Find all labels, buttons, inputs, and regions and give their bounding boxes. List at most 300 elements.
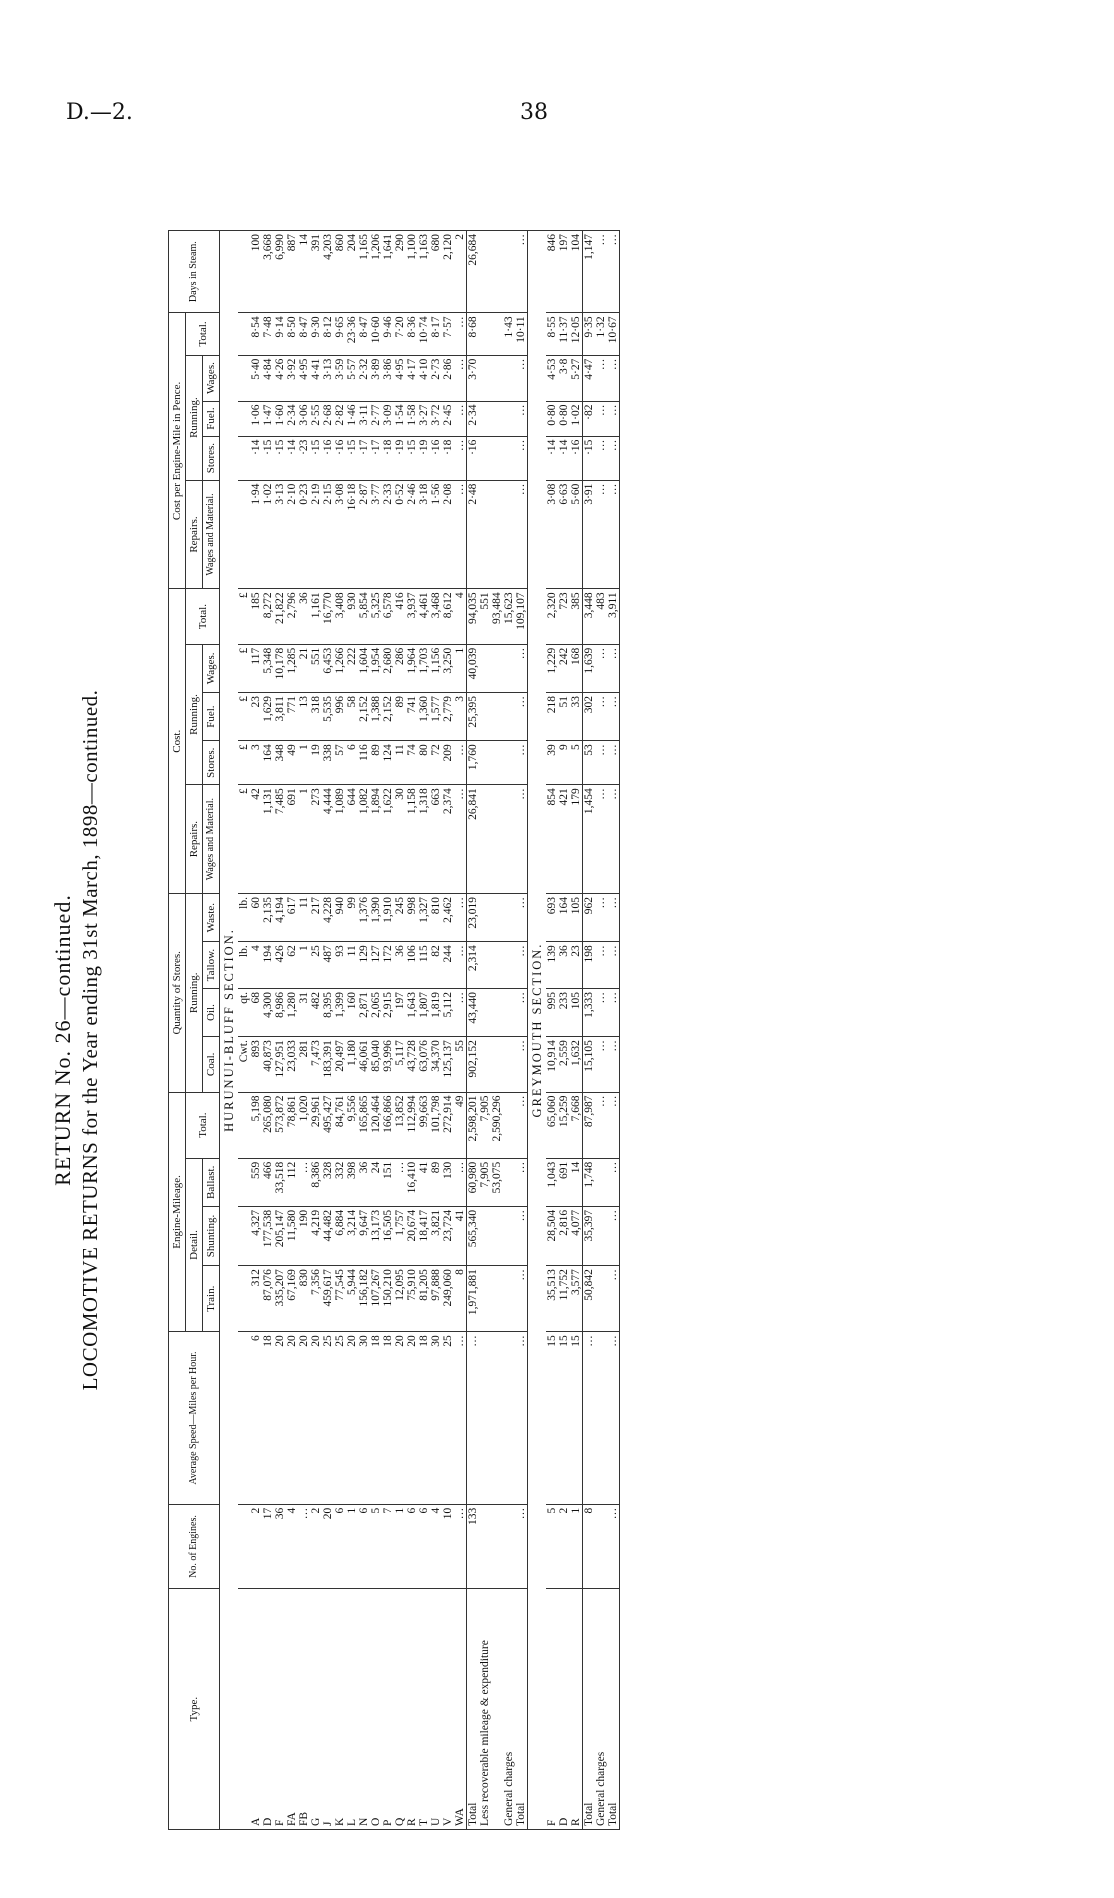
table-cell: 487 [322, 942, 334, 989]
table-cell: 4,327 [250, 1206, 262, 1265]
table-cell: 3,821 [430, 1206, 442, 1265]
table-cell: 15 [546, 1332, 558, 1504]
table-cell: 2·55 [310, 401, 322, 436]
table-cell: 0·52 [394, 480, 406, 589]
table-cell: 10·11 [515, 313, 528, 355]
table-cell: 156,182 [358, 1266, 370, 1332]
table-cell: Total [515, 1589, 528, 1830]
table-cell [479, 480, 491, 589]
unit-cell [238, 1266, 250, 1332]
table-cell [503, 480, 515, 589]
table-cell: 13,173 [370, 1206, 382, 1265]
table-cell [479, 988, 491, 1036]
table-cell: D [558, 1589, 570, 1830]
table-cell: 2,152 [382, 693, 394, 741]
table-cell: 5,944 [346, 1266, 358, 1332]
table-cell: Less recoverable mileage & expenditure [479, 1589, 491, 1830]
table-cell: 30 [430, 1332, 442, 1504]
table-cell: 1,229 [546, 644, 558, 692]
table-cell: 385 [570, 589, 583, 644]
table-cell [491, 942, 503, 989]
unit-cell [238, 1092, 250, 1158]
table-cell: 112 [286, 1158, 298, 1206]
table-cell: N [358, 1589, 370, 1830]
table-cell: 5 [570, 741, 583, 785]
table-cell: … [607, 480, 620, 589]
table-cell: 4·53 [546, 355, 558, 401]
table-row [370, 231, 382, 1830]
table-cell: 830 [298, 1266, 310, 1332]
table-cell: 2,152 [358, 693, 370, 741]
table-cell: 1,703 [418, 644, 430, 692]
table-cell: 104 [570, 231, 583, 313]
table-cell: 3·92 [286, 355, 298, 401]
table-row [322, 231, 334, 1830]
table-cell: 13 [298, 693, 310, 741]
table-cell: 1,147 [583, 231, 596, 313]
unit-cell [238, 401, 250, 436]
table-cell: 1 [298, 942, 310, 989]
table-cell [503, 231, 515, 313]
table-cell: 3,250 [442, 644, 454, 692]
return-title: RETURN No. 26—continued. [50, 894, 75, 1186]
table-cell: 4 [286, 1504, 298, 1589]
table-cell: 245 [394, 894, 406, 942]
table-cell: 1,266 [334, 644, 346, 692]
locomotive-returns-table [168, 230, 620, 1830]
table-cell: 89 [430, 1158, 442, 1206]
table-cell: 249,060 [442, 1266, 454, 1332]
table-row [286, 231, 298, 1830]
table-cell: … [454, 1158, 467, 1206]
table-cell: 9·14 [274, 313, 286, 355]
table-cell: 5,112 [442, 988, 454, 1036]
table-cell: ·15 [310, 436, 322, 480]
table-cell: 7,905 [479, 1158, 491, 1206]
table-cell: 2,135 [262, 894, 274, 942]
table-cell [479, 942, 491, 989]
table-cell: 67,169 [286, 1266, 298, 1332]
table-cell: 0·80 [558, 401, 570, 436]
table-cell: 318 [310, 693, 322, 741]
table-cell: 312 [250, 1266, 262, 1332]
table-row [430, 231, 442, 1830]
total-row [607, 231, 620, 1830]
table-cell: 35,513 [546, 1266, 558, 1332]
table-cell: 14 [570, 1158, 583, 1206]
table-cell: 3·8 [558, 355, 570, 401]
table-cell: 34,370 [430, 1037, 442, 1092]
table-cell: 16,410 [406, 1158, 418, 1206]
table-cell: 107,267 [370, 1266, 382, 1332]
table-cell: 2·48 [467, 480, 480, 589]
table-cell: 459,617 [322, 1266, 334, 1332]
table-cell: 40,039 [467, 644, 480, 692]
table-cell: 160 [346, 988, 358, 1036]
table-cell: 2·73 [430, 355, 442, 401]
table-row [250, 231, 262, 1830]
table-cell [491, 988, 503, 1036]
table-cell: 2·46 [406, 480, 418, 589]
table-cell: 93,484 [491, 589, 503, 644]
table-cell: 1,748 [583, 1158, 596, 1206]
table-cell: 20 [310, 1332, 322, 1504]
table-cell: 421 [558, 785, 570, 894]
table-cell: 2,065 [370, 988, 382, 1036]
table-cell: 273 [310, 785, 322, 894]
table-cell: … [595, 436, 607, 480]
table-cell: 1·47 [262, 401, 274, 436]
unit-cell [238, 231, 250, 313]
table-cell: R [406, 1589, 418, 1830]
table-cell: 5·57 [346, 355, 358, 401]
table-cell: 125,137 [442, 1037, 454, 1092]
unit-cell: qt. [238, 988, 250, 1036]
table-cell: O [370, 1589, 382, 1830]
table-cell: V [442, 1589, 454, 1830]
table-row [406, 231, 418, 1830]
table-cell: 3·70 [467, 355, 480, 401]
table-cell: 3·18 [418, 480, 430, 589]
table-cell: 117 [250, 644, 262, 692]
table-cell: 8·68 [467, 313, 480, 355]
table-cell: 7·57 [442, 313, 454, 355]
table-cell: 930 [346, 589, 358, 644]
table-cell [595, 1504, 607, 1589]
table-cell [503, 894, 515, 942]
table-cell [491, 1589, 503, 1830]
table-cell: 105 [570, 988, 583, 1036]
table-cell: 680 [430, 231, 442, 313]
table-cell: 846 [546, 231, 558, 313]
table-cell: 23 [250, 693, 262, 741]
table-cell: 1,757 [394, 1206, 406, 1265]
table-cell [479, 1504, 491, 1589]
table-cell: 9·35 [583, 313, 596, 355]
table-cell: 8·47 [358, 313, 370, 355]
table-cell: 25 [442, 1332, 454, 1504]
table-cell: … [515, 1092, 528, 1158]
table-cell: 2·87 [358, 480, 370, 589]
table-cell: 1,388 [370, 693, 382, 741]
table-cell: ·14 [546, 436, 558, 480]
table-cell [491, 355, 503, 401]
table-cell: 1,285 [286, 644, 298, 692]
table-cell: 164 [262, 741, 274, 785]
page-reference: D.—2. [66, 100, 133, 125]
table-cell: 6 [250, 1332, 262, 1504]
table-cell: … [515, 644, 528, 692]
table-cell: G [310, 1589, 322, 1830]
table-cell: 44,482 [322, 1206, 334, 1265]
table-cell: 5 [546, 1504, 558, 1589]
col-days: Days in Steam. [169, 231, 220, 313]
table-cell: … [515, 1158, 528, 1206]
table-cell: … [515, 355, 528, 401]
table-cell: 36 [558, 942, 570, 989]
table-cell: 5·27 [570, 355, 583, 401]
table-cell: 57 [334, 741, 346, 785]
table-cell [503, 942, 515, 989]
table-row [358, 231, 370, 1830]
table-cell: 8·54 [250, 313, 262, 355]
table-cell: 10 [442, 1504, 454, 1589]
col-mileage: Engine-Mileage. [169, 1092, 186, 1332]
unit-cell: £ [238, 693, 250, 741]
unit-cell [238, 1158, 250, 1206]
col-type: Type. [169, 1589, 220, 1830]
table-cell [479, 1266, 491, 1332]
table-cell: 53 [583, 741, 596, 785]
table-cell: 2·82 [334, 401, 346, 436]
table-cell: 18 [262, 1332, 274, 1504]
table-cell: 11,580 [286, 1206, 298, 1265]
table-cell: … [595, 644, 607, 692]
table-cell: 129 [358, 942, 370, 989]
table-cell [479, 355, 491, 401]
table-cell: … [595, 231, 607, 313]
table-cell: 179 [570, 785, 583, 894]
table-cell: 1·94 [250, 480, 262, 589]
table-cell [491, 401, 503, 436]
table-cell: 60 [250, 894, 262, 942]
table-cell: ·18 [442, 436, 454, 480]
table-cell: 286 [394, 644, 406, 692]
table-cell: 4,300 [262, 988, 274, 1036]
table-cell: 19 [310, 741, 322, 785]
unit-cell: lb. [238, 894, 250, 942]
table-cell: … [595, 741, 607, 785]
table-cell [503, 988, 515, 1036]
table-cell: 1,399 [334, 988, 346, 1036]
table-cell: 12·05 [570, 313, 583, 355]
table-cell: 51 [558, 693, 570, 741]
table-cell: 8·12 [322, 313, 334, 355]
table-cell: 1,604 [358, 644, 370, 692]
table-cell: 26,841 [467, 785, 480, 894]
table-cell: … [515, 741, 528, 785]
table-cell: 1,632 [570, 1037, 583, 1092]
total-row [479, 231, 491, 1830]
table-cell: 3·91 [583, 480, 596, 589]
table-cell: 65,060 [546, 1092, 558, 1158]
table-cell: 3·08 [334, 480, 346, 589]
table-cell: 4·95 [394, 355, 406, 401]
table-cell: 2,816 [558, 1206, 570, 1265]
table-cell: 5,854 [358, 589, 370, 644]
table-cell: ·16 [570, 436, 583, 480]
unit-cell [238, 436, 250, 480]
table-row [558, 231, 570, 1830]
table-cell: 4·41 [310, 355, 322, 401]
table-cell: … [394, 1158, 406, 1206]
table-cell [503, 1504, 515, 1589]
table-cell: 2·33 [382, 480, 394, 589]
table-cell [491, 785, 503, 894]
table-cell: 6 [346, 741, 358, 785]
table-cell: 272,914 [442, 1092, 454, 1158]
table-cell: 1,454 [583, 785, 596, 894]
table-cell: … [607, 1092, 620, 1158]
table-cell: 5·60 [570, 480, 583, 589]
table-cell: 0·23 [298, 480, 310, 589]
table-cell: 466 [262, 1158, 274, 1206]
table-cell: 1,165 [358, 231, 370, 313]
table-cell: 348 [274, 741, 286, 785]
table-cell: 4·84 [262, 355, 274, 401]
table-cell: 2,915 [382, 988, 394, 1036]
table-cell: 5,198 [250, 1092, 262, 1158]
table-cell: 190 [298, 1206, 310, 1265]
table-cell: 198 [583, 942, 596, 989]
table-cell: General charges [595, 1589, 607, 1830]
col-coal: Coal. [203, 1037, 220, 1092]
table-cell: 33 [570, 693, 583, 741]
table-cell: 93,996 [382, 1037, 394, 1092]
table-cell: 41 [418, 1158, 430, 1206]
table-cell: 7 [382, 1504, 394, 1589]
table-cell: 1,954 [370, 644, 382, 692]
table-cell: 1,622 [382, 785, 394, 894]
table-cell: ·17 [370, 436, 382, 480]
table-cell: 197 [394, 988, 406, 1036]
table-cell: 204 [346, 231, 358, 313]
table-cell: 94,035 [467, 589, 480, 644]
table-cell: 0·80 [546, 401, 558, 436]
table-cell: … [607, 1037, 620, 1092]
table-cell: 1,819 [430, 988, 442, 1036]
table-cell: 1,643 [406, 988, 418, 1036]
table-cell: 2·32 [358, 355, 370, 401]
table-cell: 3,448 [583, 589, 596, 644]
table-cell [479, 1332, 491, 1504]
table-cell: … [607, 894, 620, 942]
table-cell: 1,206 [370, 231, 382, 313]
col-ballast: Ballast. [203, 1158, 220, 1206]
table-cell: 20,674 [406, 1206, 418, 1265]
table-cell [503, 741, 515, 785]
table-row [394, 231, 406, 1830]
unit-cell: £ [238, 741, 250, 785]
table-cell [491, 1332, 503, 1504]
table-cell: 185 [250, 589, 262, 644]
table-cell: 2,462 [442, 894, 454, 942]
table-cell [479, 1037, 491, 1092]
table-cell: 1·54 [394, 401, 406, 436]
table-cell: 205,147 [274, 1206, 286, 1265]
table-cell: 1,020 [298, 1092, 310, 1158]
table-cell: 1,333 [583, 988, 596, 1036]
table-cell: 723 [558, 589, 570, 644]
table-cell: 30 [358, 1332, 370, 1504]
table-cell: … [515, 942, 528, 989]
table-cell: 1 [298, 741, 310, 785]
table-cell [479, 1206, 491, 1265]
table-row [570, 231, 583, 1830]
total-row [467, 231, 480, 1830]
table-cell: … [595, 785, 607, 894]
table-cell: 99,663 [418, 1092, 430, 1158]
table-cell: 1,360 [418, 693, 430, 741]
table-cell: … [595, 894, 607, 942]
table-cell: 6 [418, 1504, 430, 1589]
table-cell: 8 [583, 1504, 596, 1589]
table-cell: 887 [286, 231, 298, 313]
table-cell: 11·37 [558, 313, 570, 355]
table-cell: 1,318 [418, 785, 430, 894]
table-cell [503, 1092, 515, 1158]
table-cell: 398 [346, 1158, 358, 1206]
table-cell: 1 [298, 785, 310, 894]
table-cell: 3·09 [382, 401, 394, 436]
table-cell: F [274, 1589, 286, 1830]
table-cell: 1,180 [346, 1037, 358, 1092]
table-cell: 741 [406, 693, 418, 741]
table-cell: 217 [310, 894, 322, 942]
table-cell: 9·65 [334, 313, 346, 355]
table-cell: 43,728 [406, 1037, 418, 1092]
table-cell [491, 231, 503, 313]
table-cell: 2 [310, 1504, 322, 1589]
table-cell: 9·46 [382, 313, 394, 355]
table-cell: ·14 [558, 436, 570, 480]
table-cell: 3,937 [406, 589, 418, 644]
section-heading: GREYMOUTH SECTION. [528, 231, 547, 1830]
table-cell: 80 [418, 741, 430, 785]
table-cell: 332 [334, 1158, 346, 1206]
table-cell: 41 [454, 1206, 467, 1265]
table-cell: 120,464 [370, 1092, 382, 1158]
table-cell: … [607, 1158, 620, 1206]
table-cell: ·82 [583, 401, 596, 436]
table-cell: 242 [558, 644, 570, 692]
table-cell: 1,639 [583, 644, 596, 692]
table-cell [503, 644, 515, 692]
table-cell [503, 355, 515, 401]
total-row [503, 231, 515, 1830]
table-cell: 1,089 [334, 785, 346, 894]
table-cell: 7,905 [479, 1092, 491, 1158]
table-cell: 115 [418, 942, 430, 989]
table-cell: 168 [570, 644, 583, 692]
table-cell: 84,761 [334, 1092, 346, 1158]
table-cell: 15,623 [503, 589, 515, 644]
table-cell: 8·47 [298, 313, 310, 355]
col-mileage-total: Total. [186, 1092, 220, 1158]
table-cell: 1 [570, 1504, 583, 1589]
table-row [274, 231, 286, 1830]
table-cell: J [322, 1589, 334, 1830]
table-cell: 663 [430, 785, 442, 894]
table-row [298, 231, 310, 1830]
table-cell: 133 [467, 1504, 480, 1589]
table-cell: 1·46 [346, 401, 358, 436]
table-cell: WA [454, 1589, 467, 1830]
table-cell: 50,842 [583, 1266, 596, 1332]
table-cell: 127,951 [274, 1037, 286, 1092]
table-cell: 1·32 [595, 313, 607, 355]
table-cell: 10,914 [546, 1037, 558, 1092]
table-cell: 8,272 [262, 589, 274, 644]
table-cell: … [595, 355, 607, 401]
table-cell: D [262, 1589, 274, 1830]
table-cell: 49 [454, 1092, 467, 1158]
table-cell: 4·17 [406, 355, 418, 401]
table-cell: 8·55 [546, 313, 558, 355]
table-cell: 3,214 [346, 1206, 358, 1265]
table-cell: 3·27 [418, 401, 430, 436]
table-cell: ·16 [467, 436, 480, 480]
